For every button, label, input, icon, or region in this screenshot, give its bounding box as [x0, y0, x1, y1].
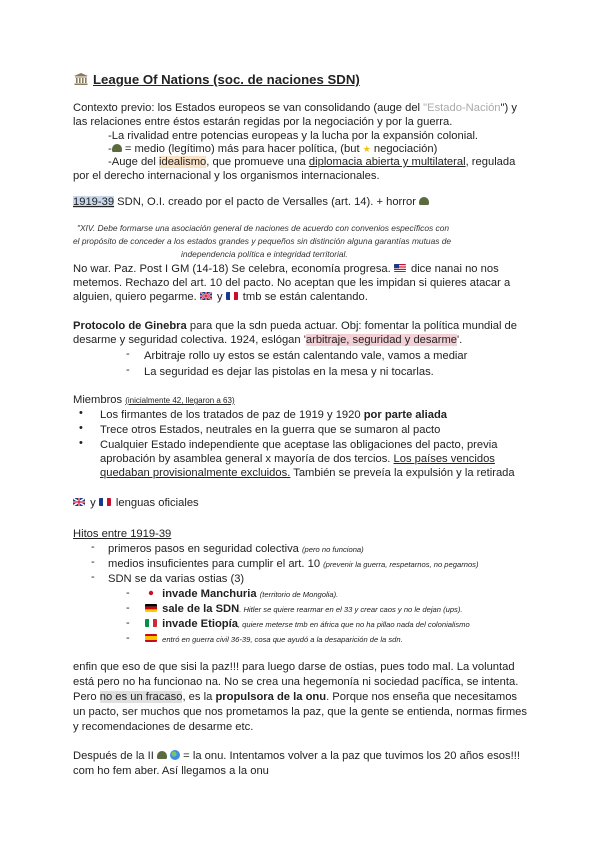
context-line-2: las relaciones entre éstos estarán regidas por la negociación y por la guerra.: [73, 116, 453, 128]
title-text: League Of Nations (soc. de naciones SDN): [93, 72, 360, 87]
ginebra-item-1: Arbitraje rollo uy estos se están calentando vale, vamos a mediar: [144, 350, 468, 362]
context-line-4: - = medio (legítimo) más para hacer política, (but ★ negociación): [108, 143, 438, 155]
star-icon: ★: [362, 144, 371, 154]
spain-flag-icon: [145, 634, 157, 642]
uk-flag-icon: [73, 498, 85, 506]
military-helmet-icon: [112, 144, 122, 152]
miembros-item-3-line-2: aprobación by asamblea general x mayoría de dos tercios. Los países vencidos: [100, 453, 495, 465]
context-line-3: -La rivalidad entre potencias europeas y la lucha por la expansión colonial.: [108, 130, 479, 142]
miembros-item-2: Trece otros Estados, neutrales en la guerra que se sumaron al pacto: [100, 424, 441, 436]
military-helmet-icon: [157, 751, 167, 759]
miembros-heading: Miembros (inicialmente 42, llegaron a 63): [73, 394, 235, 406]
us-flag-icon: [394, 264, 406, 272]
miembros-item-3-line-1: Cualquier Estado independiente que aceptase las obligaciones del pacto, previa: [100, 439, 498, 451]
dash-bullet: -: [91, 556, 95, 568]
bullet-dot: •: [79, 437, 83, 449]
miembros-item-1: Los firmantes de los tratados de paz de 1919 y 1920 por parte aliada: [100, 409, 448, 421]
quote-line-1: "XIV. Debe formarse una asociación general de naciones de acuerdo con convenios específicos con: [77, 223, 450, 233]
page-title: [74, 72, 360, 87]
context-line-5: -Auge del idealismo, que promueve una diplomacia abierta y multilateral, regulada: [108, 156, 516, 168]
hitos-sub-2: sale de la SDN. Hitler se quiere rearmar en el 33 y crear caos y no le dejan (ups).: [145, 602, 463, 617]
nowar-line-1: No war. Paz. Post I GM (14-18) Se celebra, economía progresa. dice nanai no nos: [73, 263, 499, 275]
hitos-sub-4: entró en guerra civil 36-39, cosa que ayudó a la desaparición de la sdn.: [145, 632, 403, 647]
hitos-item-1: primeros pasos en seguridad colectiva (pero no funciona): [108, 543, 364, 555]
context-line-6: por el derecho internacional y los organismos internacionales.: [73, 170, 380, 182]
ginebra-item-2: La seguridad es dejar las pistolas en la mesa y ni tocarlas.: [144, 366, 434, 378]
dash-bullet: -: [91, 541, 95, 553]
miembros-item-3-line-3: quedaban provisionalmente excluidos. También se preveía la expulsión y la retirada: [100, 467, 515, 479]
globe-icon: [170, 750, 180, 760]
dash-bullet: -: [91, 571, 95, 583]
bullet-dot: •: [79, 422, 83, 434]
dash-bullet: -: [126, 617, 130, 629]
france-flag-icon: [99, 498, 111, 506]
dash-bullet: -: [126, 364, 130, 376]
enfin-line-4: un pacto, ser muchos que nos prometamos la paz, que la gente se entienda, normas firmes: [73, 706, 527, 718]
hitos-sub-3: invade Etiopía, quiere meterse tmb en áfrica que no ha pillao nada del colonialismo: [145, 617, 470, 632]
dash-bullet: -: [126, 632, 130, 644]
enfin-line-3: Pero no es un fracaso, es la propulsora de la onu. Porque nos enseña que necesitamos: [73, 691, 518, 703]
quote-line-2: el propósito de conceder a los estados grandes y pequeños sin distinción alguna garantías mutuas de: [73, 236, 452, 246]
enfin-line-1: enfin que eso de que sisi la paz!!! para luego darse de ostias, pues todo mal. La voluntad: [73, 661, 515, 673]
dash-bullet: -: [126, 348, 130, 360]
founding-line: 1919-39 SDN, O.I. creado por el pacto de Versalles (art. 14). + horror: [73, 195, 429, 210]
ginebra-line-1: Protocolo de Ginebra para que la sdn pueda actuar. Obj: fomentar la política mundial de: [73, 320, 518, 332]
military-helmet-icon: [419, 197, 429, 205]
hitos-sub-1: invade Manchuria (territorio de Mongolia).: [145, 587, 338, 602]
despues-line-1: Después de la II = la onu. Intentamos volver a la paz que tuvimos los 20 años esos!!!: [73, 750, 520, 762]
quote-line-3: independencia política e integridad territorial.: [181, 249, 348, 259]
hitos-heading: Hitos entre 1919-39: [73, 528, 172, 540]
nowar-line-3: alguien, quiero pegarme. y tmb se están calentando.: [73, 291, 368, 303]
france-flag-icon: [226, 292, 238, 300]
hitos-item-3: SDN se da varias ostias (3): [108, 573, 245, 585]
lenguas-line: y lenguas oficiales: [73, 496, 199, 511]
hitos-item-2: medios insuficientes para cumplir el art. 10 (prevenir la guerra, respetarnos, no pegarnos): [108, 558, 479, 570]
enfin-line-5: y recomendaciones de desarme etc.: [73, 721, 254, 733]
enfin-line-2: está pero no ha funcionao na. No se crea una hegemonía ni sociedad pacífica, se intenta.: [73, 676, 519, 688]
japan-flag-icon: [145, 589, 157, 597]
italy-flag-icon: [145, 619, 157, 627]
context-line-1: Contexto previo: los Estados europeos se van consolidando (auge del "Estado-Nación") y: [73, 102, 517, 114]
dash-bullet: -: [126, 602, 130, 614]
dash-bullet: -: [126, 587, 130, 599]
classical-building-icon: [74, 73, 88, 85]
nowar-line-2: metemos. Rechazo del art. 10 del pacto. No aceptan que les impidan si quieres atacar a: [73, 277, 511, 289]
uk-flag-icon: [200, 292, 212, 300]
bullet-dot: •: [79, 407, 83, 419]
germany-flag-icon: [145, 604, 157, 612]
ginebra-line-2: desarme y seguridad colectiva. 1924, eslógan 'arbitraje, seguridad y desarme'.: [73, 334, 463, 346]
despues-line-2: com ho fem aber. Así llegamos a la onu: [73, 765, 269, 777]
